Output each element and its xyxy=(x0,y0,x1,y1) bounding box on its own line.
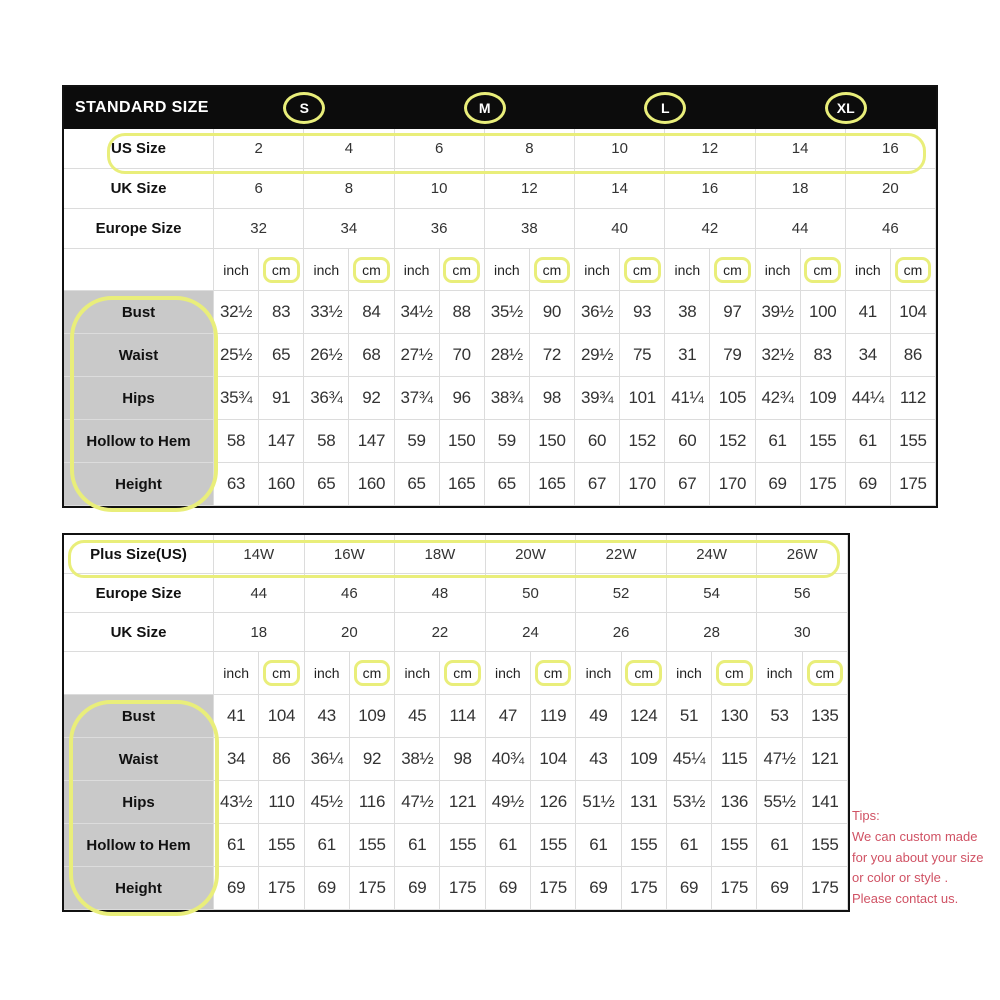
measure-cm-cell: 116 xyxy=(350,781,395,824)
size-value-cell: 14W xyxy=(214,535,305,574)
inch-unit-cell: inch xyxy=(667,652,712,695)
measure-inch-cell: 60 xyxy=(575,420,620,463)
size-value-cell: 20W xyxy=(486,535,577,574)
measure-inch-cell: 69 xyxy=(305,867,350,910)
cm-highlight-box: cm xyxy=(354,660,391,686)
measure-inch-cell: 47 xyxy=(486,695,531,738)
size-value-cell: 24W xyxy=(667,535,758,574)
measure-row-label: Height xyxy=(64,867,214,910)
size-value-cell: 48 xyxy=(395,574,486,613)
cm-unit-cell xyxy=(801,249,846,291)
measure-cm-cell: 155 xyxy=(531,824,576,867)
size-value-cell: 40 xyxy=(575,209,665,249)
measure-cm-cell: 130 xyxy=(712,695,757,738)
measure-inch-cell: 26½ xyxy=(304,334,349,377)
size-group-oval-m: M xyxy=(464,92,506,124)
measure-cm-cell: 93 xyxy=(620,291,665,334)
measure-inch-cell: 65 xyxy=(304,463,349,506)
size-value-cell: 24 xyxy=(486,613,577,652)
measure-inch-cell: 61 xyxy=(846,420,891,463)
size-group-oval-l: L xyxy=(644,92,686,124)
measure-cm-cell: 152 xyxy=(710,420,755,463)
measure-inch-cell: 28½ xyxy=(485,334,530,377)
measure-inch-cell: 53 xyxy=(757,695,802,738)
measure-cm-cell: 155 xyxy=(350,824,395,867)
size-value-cell: 52 xyxy=(576,574,667,613)
measure-inch-cell: 55½ xyxy=(757,781,802,824)
tips-line: for you about your size xyxy=(852,849,984,865)
measure-cm-cell: 170 xyxy=(620,463,665,506)
measure-row-label: Waist xyxy=(64,334,214,377)
measure-inch-cell: 33½ xyxy=(304,291,349,334)
size-value-cell: 10 xyxy=(395,169,485,209)
measure-cm-cell: 98 xyxy=(440,738,485,781)
cm-highlight-box: cm xyxy=(263,257,300,283)
tips-line: or color or style . xyxy=(852,870,949,886)
measure-cm-cell: 119 xyxy=(531,695,576,738)
measure-cm-cell: 155 xyxy=(891,420,936,463)
measure-inch-cell: 34½ xyxy=(395,291,440,334)
size-row-label: US Size xyxy=(64,129,214,169)
inch-unit-cell: inch xyxy=(395,249,440,291)
measure-cm-cell: 65 xyxy=(259,334,304,377)
measure-inch-cell: 41 xyxy=(846,291,891,334)
size-group-m xyxy=(395,92,576,124)
measure-inch-cell: 35¾ xyxy=(214,377,259,420)
measure-row-label: Waist xyxy=(64,738,214,781)
standard-size-grid xyxy=(64,129,936,506)
measure-cm-cell: 175 xyxy=(350,867,395,910)
size-value-cell: 8 xyxy=(304,169,394,209)
measure-cm-cell: 155 xyxy=(440,824,485,867)
measure-cm-cell: 175 xyxy=(440,867,485,910)
size-value-cell: 30 xyxy=(757,613,848,652)
size-value-cell: 34 xyxy=(304,209,394,249)
inch-unit-cell: inch xyxy=(846,249,891,291)
inch-unit-cell: inch xyxy=(756,249,801,291)
measure-cm-cell: 110 xyxy=(259,781,304,824)
size-row-label: UK Size xyxy=(64,613,214,652)
measure-cm-cell: 101 xyxy=(620,377,665,420)
measure-inch-cell: 41 xyxy=(214,695,259,738)
measure-inch-cell: 36¾ xyxy=(304,377,349,420)
size-value-cell: 46 xyxy=(305,574,396,613)
measure-cm-cell: 175 xyxy=(259,867,304,910)
measure-cm-cell: 109 xyxy=(801,377,846,420)
unit-row-blank-cell xyxy=(64,249,214,291)
measure-inch-cell: 27½ xyxy=(395,334,440,377)
size-value-cell: 4 xyxy=(304,129,394,169)
measure-cm-cell: 155 xyxy=(803,824,848,867)
measure-inch-cell: 61 xyxy=(214,824,259,867)
size-value-cell: 54 xyxy=(667,574,758,613)
size-value-cell: 16 xyxy=(846,129,936,169)
measure-row-label: Hips xyxy=(64,377,214,420)
measure-inch-cell: 65 xyxy=(485,463,530,506)
measure-inch-cell: 59 xyxy=(485,420,530,463)
measure-cm-cell: 121 xyxy=(440,781,485,824)
inch-unit-cell: inch xyxy=(395,652,440,695)
measure-row-label: Bust xyxy=(64,695,214,738)
measure-cm-cell: 165 xyxy=(530,463,575,506)
measure-cm-cell: 155 xyxy=(712,824,757,867)
cm-highlight-box: cm xyxy=(353,257,390,283)
measure-inch-cell: 61 xyxy=(757,824,802,867)
size-value-cell: 12 xyxy=(665,129,755,169)
measure-cm-cell: 91 xyxy=(259,377,304,420)
measure-row-label: Hollow to Hem xyxy=(64,824,214,867)
size-value-cell: 14 xyxy=(756,129,846,169)
measure-inch-cell: 60 xyxy=(665,420,710,463)
standard-size-title: STANDARD SIZE xyxy=(75,99,209,116)
measure-cm-cell: 109 xyxy=(350,695,395,738)
cm-highlight-box: cm xyxy=(535,660,572,686)
measure-inch-cell: 49½ xyxy=(486,781,531,824)
measure-inch-cell: 40¾ xyxy=(486,738,531,781)
measure-inch-cell: 34 xyxy=(214,738,259,781)
measure-cm-cell: 104 xyxy=(891,291,936,334)
cm-unit-cell xyxy=(530,249,575,291)
measure-inch-cell: 58 xyxy=(304,420,349,463)
size-row-label: Europe Size xyxy=(64,209,214,249)
measure-inch-cell: 43½ xyxy=(214,781,259,824)
measure-inch-cell: 31 xyxy=(665,334,710,377)
measure-cm-cell: 131 xyxy=(622,781,667,824)
measure-cm-cell: 160 xyxy=(259,463,304,506)
measure-inch-cell: 39½ xyxy=(756,291,801,334)
inch-unit-cell: inch xyxy=(305,652,350,695)
measure-inch-cell: 69 xyxy=(486,867,531,910)
measure-cm-cell: 175 xyxy=(531,867,576,910)
measure-cm-cell: 96 xyxy=(440,377,485,420)
size-group-oval-s: S xyxy=(283,92,325,124)
size-value-cell: 32 xyxy=(214,209,304,249)
measure-inch-cell: 61 xyxy=(305,824,350,867)
plus-size-grid xyxy=(64,535,848,910)
size-value-cell: 26W xyxy=(757,535,848,574)
inch-unit-cell: inch xyxy=(486,652,531,695)
measure-cm-cell: 150 xyxy=(440,420,485,463)
measure-inch-cell: 38¾ xyxy=(485,377,530,420)
measure-cm-cell: 147 xyxy=(349,420,394,463)
measure-inch-cell: 39¾ xyxy=(575,377,620,420)
size-value-cell: 6 xyxy=(214,169,304,209)
measure-inch-cell: 47½ xyxy=(395,781,440,824)
standard-size-table xyxy=(62,85,938,508)
measure-cm-cell: 135 xyxy=(803,695,848,738)
cm-unit-cell xyxy=(349,249,394,291)
size-value-cell: 10 xyxy=(575,129,665,169)
inch-unit-cell: inch xyxy=(665,249,710,291)
cm-highlight-box: cm xyxy=(895,257,932,283)
measure-inch-cell: 47½ xyxy=(757,738,802,781)
cm-unit-cell xyxy=(440,249,485,291)
inch-unit-cell: inch xyxy=(214,249,259,291)
unit-row-blank-cell xyxy=(64,652,214,695)
cm-unit-cell xyxy=(712,652,757,695)
cm-unit-cell xyxy=(710,249,755,291)
measure-cm-cell: 112 xyxy=(891,377,936,420)
measure-inch-cell: 58 xyxy=(214,420,259,463)
measure-cm-cell: 121 xyxy=(803,738,848,781)
size-value-cell: 14 xyxy=(575,169,665,209)
measure-cm-cell: 92 xyxy=(350,738,395,781)
measure-inch-cell: 69 xyxy=(757,867,802,910)
measure-row-label: Height xyxy=(64,463,214,506)
measure-cm-cell: 155 xyxy=(622,824,667,867)
size-value-cell: 28 xyxy=(667,613,758,652)
measure-cm-cell: 136 xyxy=(712,781,757,824)
cm-unit-cell xyxy=(622,652,667,695)
measure-cm-cell: 88 xyxy=(440,291,485,334)
measure-cm-cell: 141 xyxy=(803,781,848,824)
measure-cm-cell: 124 xyxy=(622,695,667,738)
size-value-cell: 44 xyxy=(756,209,846,249)
cm-highlight-box: cm xyxy=(263,660,300,686)
measure-cm-cell: 72 xyxy=(530,334,575,377)
measure-inch-cell: 43 xyxy=(305,695,350,738)
tips-line: We can custom made xyxy=(852,828,978,844)
measure-cm-cell: 92 xyxy=(349,377,394,420)
measure-inch-cell: 69 xyxy=(576,867,621,910)
measure-cm-cell: 86 xyxy=(259,738,304,781)
cm-highlight-box: cm xyxy=(714,257,751,283)
measure-inch-cell: 45 xyxy=(395,695,440,738)
measure-cm-cell: 97 xyxy=(710,291,755,334)
size-group-oval-xl: XL xyxy=(825,92,867,124)
measure-cm-cell: 175 xyxy=(622,867,667,910)
measure-cm-cell: 75 xyxy=(620,334,665,377)
cm-unit-cell xyxy=(531,652,576,695)
cm-highlight-box: cm xyxy=(444,660,481,686)
measure-inch-cell: 67 xyxy=(665,463,710,506)
measure-inch-cell: 29½ xyxy=(575,334,620,377)
inch-unit-cell: inch xyxy=(304,249,349,291)
measure-row-label: Hips xyxy=(64,781,214,824)
cm-unit-cell xyxy=(620,249,665,291)
measure-cm-cell: 165 xyxy=(440,463,485,506)
measure-cm-cell: 170 xyxy=(710,463,755,506)
measure-cm-cell: 79 xyxy=(710,334,755,377)
measure-inch-cell: 69 xyxy=(756,463,801,506)
cm-unit-cell xyxy=(803,652,848,695)
size-value-cell: 56 xyxy=(757,574,848,613)
measure-inch-cell: 37¾ xyxy=(395,377,440,420)
size-group-l xyxy=(575,92,756,124)
measure-inch-cell: 35½ xyxy=(485,291,530,334)
cm-unit-cell xyxy=(350,652,395,695)
measure-inch-cell: 45¼ xyxy=(667,738,712,781)
measure-inch-cell: 42¾ xyxy=(756,377,801,420)
plus-size-table xyxy=(62,533,850,912)
measure-cm-cell: 175 xyxy=(712,867,757,910)
measure-inch-cell: 65 xyxy=(395,463,440,506)
measure-cm-cell: 98 xyxy=(530,377,575,420)
measure-row-label: Bust xyxy=(64,291,214,334)
cm-highlight-box: cm xyxy=(807,660,844,686)
inch-unit-cell: inch xyxy=(575,249,620,291)
size-value-cell: 36 xyxy=(395,209,485,249)
size-value-cell: 44 xyxy=(214,574,305,613)
measure-inch-cell: 61 xyxy=(486,824,531,867)
size-row-label: Plus Size(US) xyxy=(64,535,214,574)
size-value-cell: 46 xyxy=(846,209,936,249)
measure-inch-cell: 34 xyxy=(846,334,891,377)
measure-inch-cell: 63 xyxy=(214,463,259,506)
measure-cm-cell: 70 xyxy=(440,334,485,377)
measure-cm-cell: 150 xyxy=(530,420,575,463)
inch-unit-cell: inch xyxy=(757,652,802,695)
cm-highlight-box: cm xyxy=(804,257,841,283)
measure-cm-cell: 175 xyxy=(803,867,848,910)
measure-cm-cell: 152 xyxy=(620,420,665,463)
measure-inch-cell: 44¼ xyxy=(846,377,891,420)
measure-cm-cell: 114 xyxy=(440,695,485,738)
measure-inch-cell: 69 xyxy=(667,867,712,910)
measure-inch-cell: 45½ xyxy=(305,781,350,824)
size-value-cell: 2 xyxy=(214,129,304,169)
size-value-cell: 6 xyxy=(395,129,485,169)
size-row-label: UK Size xyxy=(64,169,214,209)
size-value-cell: 50 xyxy=(486,574,577,613)
measure-cm-cell: 90 xyxy=(530,291,575,334)
cm-unit-cell xyxy=(259,652,304,695)
measure-row-label: Hollow to Hem xyxy=(64,420,214,463)
size-value-cell: 38 xyxy=(485,209,575,249)
measure-inch-cell: 61 xyxy=(667,824,712,867)
size-value-cell: 8 xyxy=(485,129,575,169)
cm-unit-cell xyxy=(891,249,936,291)
measure-inch-cell: 69 xyxy=(846,463,891,506)
cm-unit-cell xyxy=(259,249,304,291)
cm-highlight-box: cm xyxy=(716,660,753,686)
measure-inch-cell: 69 xyxy=(395,867,440,910)
measure-inch-cell: 36½ xyxy=(575,291,620,334)
size-value-cell: 18W xyxy=(395,535,486,574)
measure-inch-cell: 51 xyxy=(667,695,712,738)
measure-inch-cell: 36¼ xyxy=(305,738,350,781)
measure-cm-cell: 126 xyxy=(531,781,576,824)
measure-inch-cell: 59 xyxy=(395,420,440,463)
measure-inch-cell: 49 xyxy=(576,695,621,738)
measure-cm-cell: 86 xyxy=(891,334,936,377)
measure-cm-cell: 160 xyxy=(349,463,394,506)
tips-line: Please contact us. xyxy=(852,891,959,907)
measure-inch-cell: 61 xyxy=(395,824,440,867)
size-value-cell: 20 xyxy=(846,169,936,209)
measure-cm-cell: 175 xyxy=(801,463,846,506)
inch-unit-cell: inch xyxy=(214,652,259,695)
measure-cm-cell: 155 xyxy=(259,824,304,867)
size-value-cell: 26 xyxy=(576,613,667,652)
cm-highlight-box: cm xyxy=(625,660,662,686)
measure-inch-cell: 38 xyxy=(665,291,710,334)
measure-inch-cell: 25½ xyxy=(214,334,259,377)
measure-cm-cell: 109 xyxy=(622,738,667,781)
measure-inch-cell: 41¼ xyxy=(665,377,710,420)
measure-inch-cell: 61 xyxy=(756,420,801,463)
measure-cm-cell: 155 xyxy=(801,420,846,463)
measure-inch-cell: 43 xyxy=(576,738,621,781)
measure-cm-cell: 105 xyxy=(710,377,755,420)
measure-cm-cell: 147 xyxy=(259,420,304,463)
size-value-cell: 22 xyxy=(395,613,486,652)
measure-cm-cell: 83 xyxy=(801,334,846,377)
tips-title: Tips: xyxy=(852,808,880,823)
size-value-cell: 18 xyxy=(214,613,305,652)
inch-unit-cell: inch xyxy=(485,249,530,291)
measure-inch-cell: 32½ xyxy=(756,334,801,377)
size-row-label: Europe Size xyxy=(64,574,214,613)
cm-highlight-box: cm xyxy=(534,257,571,283)
size-group-s xyxy=(214,92,395,124)
size-value-cell: 16W xyxy=(305,535,396,574)
measure-inch-cell: 32½ xyxy=(214,291,259,334)
measure-inch-cell: 53½ xyxy=(667,781,712,824)
measure-inch-cell: 51½ xyxy=(576,781,621,824)
size-value-cell: 20 xyxy=(305,613,396,652)
measure-inch-cell: 38½ xyxy=(395,738,440,781)
measure-inch-cell: 61 xyxy=(576,824,621,867)
measure-cm-cell: 100 xyxy=(801,291,846,334)
size-group-xl xyxy=(756,92,937,124)
measure-cm-cell: 68 xyxy=(349,334,394,377)
measure-inch-cell: 67 xyxy=(575,463,620,506)
size-value-cell: 16 xyxy=(665,169,755,209)
inch-unit-cell: inch xyxy=(576,652,621,695)
measure-cm-cell: 83 xyxy=(259,291,304,334)
measure-inch-cell: 69 xyxy=(214,867,259,910)
measure-cm-cell: 115 xyxy=(712,738,757,781)
custom-tips-note xyxy=(852,806,1000,910)
cm-highlight-box: cm xyxy=(624,257,661,283)
measure-cm-cell: 84 xyxy=(349,291,394,334)
size-value-cell: 22W xyxy=(576,535,667,574)
standard-size-header-bar xyxy=(64,87,936,129)
measure-cm-cell: 104 xyxy=(259,695,304,738)
measure-cm-cell: 104 xyxy=(531,738,576,781)
cm-unit-cell xyxy=(440,652,485,695)
size-value-cell: 12 xyxy=(485,169,575,209)
size-value-cell: 42 xyxy=(665,209,755,249)
cm-highlight-box: cm xyxy=(443,257,480,283)
measure-cm-cell: 175 xyxy=(891,463,936,506)
size-value-cell: 18 xyxy=(756,169,846,209)
